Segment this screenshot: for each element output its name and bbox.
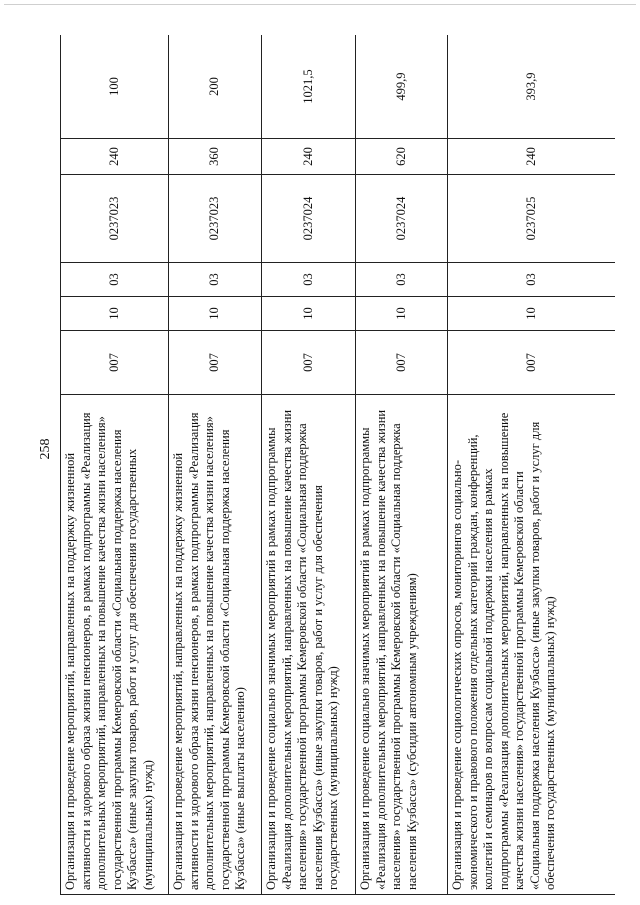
row-subsection-code: 03 — [448, 263, 616, 297]
row-subsection-code: 03 — [262, 263, 356, 297]
row-amount: 100 — [61, 35, 169, 139]
row-target-code: 0237023 — [169, 175, 262, 263]
document-table-region — [60, 35, 615, 895]
row-target-code: 0237024 — [262, 175, 356, 263]
row-expense-code: 240 — [61, 139, 169, 175]
row-ministry-code: 007 — [356, 331, 448, 395]
row-expense-code: 360 — [169, 139, 262, 175]
budget-table — [60, 35, 615, 895]
row-amount: 499,9 — [356, 35, 448, 139]
table-row — [262, 35, 356, 895]
row-subsection-code: 03 — [61, 263, 169, 297]
row-description: Организация и проведение социально значимых мероприятий в рамках подпрограммы «Реализация дополнительных мероприятий, направленных на повышение качества жизни населения» государственной программы Кемеровской области «Социальная поддержка населения Кузбасса» (иные закупки товаров, работ и услуг для обеспечения государственных (муниципальных) нужд) — [262, 395, 356, 895]
table-row — [356, 35, 448, 895]
row-section-code: 10 — [356, 297, 448, 331]
page-number-text: 258 — [38, 438, 53, 460]
row-ministry-code: 007 — [169, 331, 262, 395]
row-amount: 393,9 — [448, 35, 616, 139]
page-top-rule — [4, 4, 636, 5]
row-description: Организация и проведение мероприятий, направленных на поддержку жизненной активности и здорового образа жизни пенсионеров, в рамках подпрограммы «Реализация дополнительных мероприятий, направленных на повышение качества жизни населения» государственной программы Кемеровской области «Социальная поддержка населения Кузбасса» (иные закупки товаров, работ и услуг для обеспечения государственных (муниципальных) нужд) — [61, 395, 169, 895]
row-section-code: 10 — [448, 297, 616, 331]
row-description: Организация и проведение мероприятий, направленных на поддержку жизненной активности и здорового образа жизни пенсионеров, в рамках подпрограммы «Реализация дополнительных мероприятий, направленных на повышение качества жизни населения» государственной программы Кемеровской области «Социальная поддержка населения Кузбасса» (иные выплаты населению) — [169, 395, 262, 895]
table-row — [61, 35, 169, 895]
row-section-code: 10 — [169, 297, 262, 331]
row-target-code: 0237025 — [448, 175, 616, 263]
row-description: Организация и проведение социологических опросов, мониторингов социально-экономического и правового положения отдельных категорий граждан, конференций, коллегий и семинаров по вопросам социальной поддержки населения в рамках подпрограммы «Реализация дополнительных мероприятий, направленных на повышение качества жизни населения» государственной программы Кемеровской области «Социальная поддержка населения Кузбасса» (иные закупки товаров, работ и услуг для обеспечения государственных (муниципальных) нужд) — [448, 395, 616, 895]
table-row — [448, 35, 616, 895]
row-amount: 1021,5 — [262, 35, 356, 139]
page-number — [36, 434, 56, 464]
row-section-code: 10 — [61, 297, 169, 331]
row-subsection-code: 03 — [356, 263, 448, 297]
row-ministry-code: 007 — [448, 331, 616, 395]
row-amount: 200 — [169, 35, 262, 139]
row-description: Организация и проведение социально значимых мероприятий в рамках подпрограммы «Реализация дополнительных мероприятий, направленных на повышение качества жизни населения» государственной программы Кемеровской области «Социальная поддержка населения Кузбасса» (субсидии автономным учреждениям) — [356, 395, 448, 895]
row-expense-code: 620 — [356, 139, 448, 175]
row-subsection-code: 03 — [169, 263, 262, 297]
table-row — [169, 35, 262, 895]
row-target-code: 0237023 — [61, 175, 169, 263]
row-ministry-code: 007 — [61, 331, 169, 395]
row-target-code: 0237024 — [356, 175, 448, 263]
row-expense-code: 240 — [262, 139, 356, 175]
rotated-table-content — [60, 35, 615, 895]
row-ministry-code: 007 — [262, 331, 356, 395]
row-expense-code: 240 — [448, 139, 616, 175]
row-section-code: 10 — [262, 297, 356, 331]
